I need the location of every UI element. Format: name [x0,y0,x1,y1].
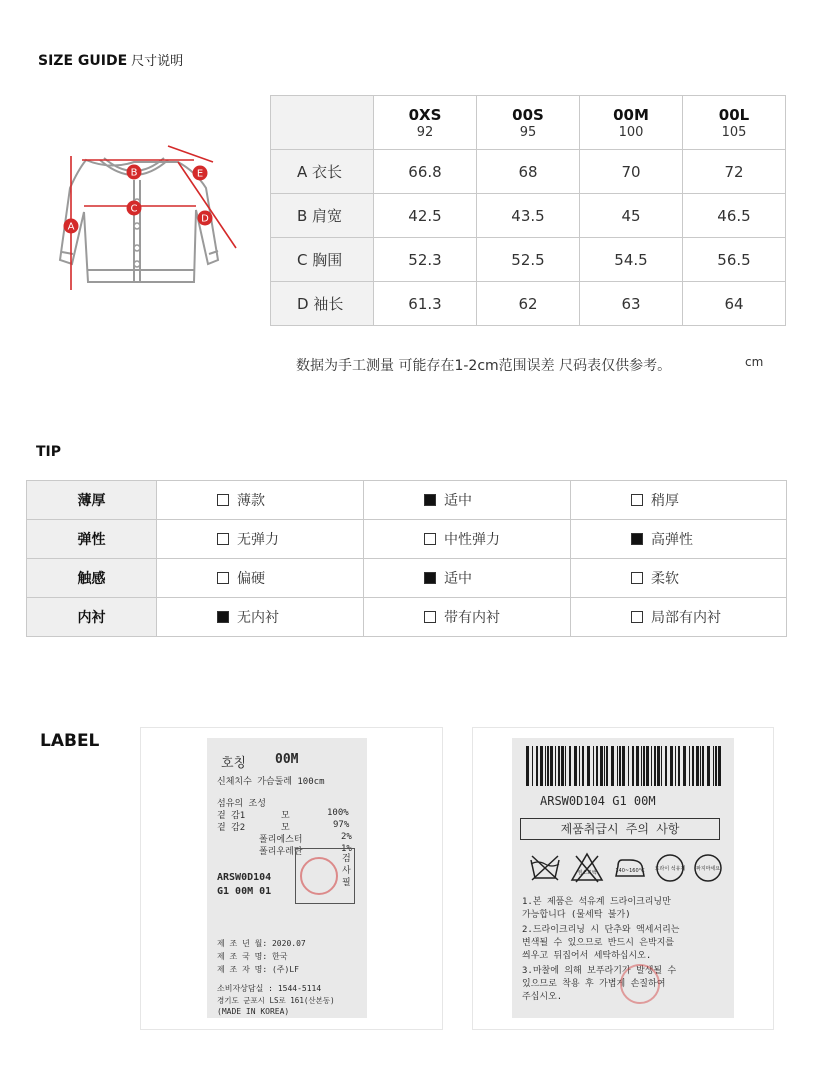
barcode-bar [550,746,553,786]
size-table-corner [271,96,374,150]
checkbox-icon [631,533,643,545]
fiber-part: 겉 감2 [217,823,246,833]
care-icon-text: 염소표백 [577,870,597,876]
barcode-bar [636,746,639,786]
size-col-00m [580,96,683,150]
care-title: 제품취급시 주의 사항 [520,818,720,840]
inspection-stamp-box [295,848,355,904]
label-fiber-title: 섬유의 조성 [217,799,266,809]
instruction-line: 가능합니다 (물세탁 불가) [522,910,631,920]
barcode-bar [593,746,594,786]
barcode-bar [547,746,549,786]
size-name: 00S [512,105,544,124]
barcode-bar [604,746,605,786]
barcode-bar [619,746,621,786]
checkbox-icon [631,611,643,623]
tip-row-label: 触感 [27,559,157,598]
tip-row-touch [27,559,787,598]
barcode-bar [600,746,603,786]
instruction-line: 변색될 수 있으므로 반드시 은박지를 [522,938,675,948]
barcode-bar [526,746,529,786]
barcode-bar [540,746,543,786]
fiber-pct: 1% [341,844,352,854]
checkbox-icon [424,611,436,623]
barcode-bar [561,746,564,786]
checkbox-icon [424,494,436,506]
label-size-key: 호칭 [221,756,247,771]
size-col-0xs [374,96,477,150]
barcode-bar [665,746,667,786]
tip-row-lining [27,598,787,637]
size-cell: 62 [477,282,580,326]
barcode-bar [654,746,656,786]
barcode-bar [622,746,625,786]
made-in-line: (MADE IN KOREA) [217,1007,290,1016]
mfg-date: 제 조 년 월: 2020.07 [217,939,306,948]
checkbox-icon [217,572,229,584]
fiber-pct: 97% [333,820,350,830]
size-cell: 42.5 [374,194,477,238]
stamp-text: 검사필 [342,854,351,888]
tip-option-label: 局部有内衬 [651,610,721,626]
red-stamp-icon [620,964,660,1004]
care-icon-text: 짜지마세요 [695,866,721,872]
checkbox-icon [217,533,229,545]
instruction-line: 1.본 제품은 석유계 드라이크리닝만 [522,897,671,907]
tip-option [157,559,364,598]
fiber-material: 폴리우레탄 [259,847,303,857]
marker-label: D [201,213,209,225]
barcode-bar [713,746,714,786]
barcode-bar [569,746,571,786]
fiber-pct: 2% [341,832,352,842]
barcode-bar [632,746,634,786]
red-stamp-icon [300,857,338,895]
barcode-bar [574,746,577,786]
barcode-bar [661,746,662,786]
size-cell: 54.5 [580,238,683,282]
tip-option [364,481,571,520]
size-row-label: A 衣长 [271,150,374,194]
tip-option [364,520,571,559]
label-size-value: 00M [275,752,299,767]
garment-measurement-diagram [38,140,248,300]
tip-option-label: 高弹性 [651,532,693,548]
label-code: ARSW0D104 G1 00M [540,794,656,808]
care-icon-text: 드라이 석유계 [654,866,686,872]
barcode-bar [536,746,538,786]
iron-icon [612,854,648,882]
tip-title: TIP [36,444,62,460]
barcode-bar [718,746,721,786]
size-col-00l [683,96,786,150]
barcode-bar [643,746,645,786]
tip-row-label: 弹性 [27,520,157,559]
tip-row-label: 内衬 [27,598,157,637]
fiber-part: 겉 감1 [217,811,246,821]
size-number: 105 [721,124,747,140]
tip-option [364,559,571,598]
address-line: 경기도 군포시 LS로 161(산본동) [217,996,335,1005]
care-icons-row [528,850,720,886]
checkbox-icon [217,494,229,506]
size-guide-heading: SIZE GUIDE [38,53,128,69]
cs-line: 소비자상담실 : 1544-5114 [217,984,322,993]
size-name: 0XS [408,105,442,124]
size-cell: 61.3 [374,282,477,326]
care-icon-text: 140~160°C [615,868,645,874]
tip-table [26,480,787,637]
instruction-line: 주십시오. [522,992,563,1002]
barcode-icon [526,746,722,786]
size-cell: 68 [477,150,580,194]
barcode-bar [646,746,649,786]
label-body-line: 신체치수 가슴둘레 100cm [217,777,325,787]
barcode-bar [579,746,580,786]
no-wring-icon [692,852,724,884]
barcode-bar [707,746,710,786]
tip-option [571,598,787,637]
size-cell: 63 [580,282,683,326]
size-number: 100 [618,124,644,140]
tip-option [157,598,364,637]
barcode-bar [641,746,642,786]
care-label-photo-left [140,727,443,1030]
care-label-photo-right [472,727,774,1030]
barcode-bar [606,746,608,786]
tip-option [157,520,364,559]
size-number: 92 [416,124,434,140]
size-table-header [271,96,786,150]
tip-option-label: 中性弹力 [444,532,500,548]
tip-option-label: 适中 [444,493,472,509]
barcode-bar [587,746,590,786]
label-code-line1: ARSW0D104 [217,872,272,883]
barcode-bar [596,746,598,786]
instruction-line: 3.마찰에 의해 보푸라기가 발생될 수 [522,966,677,976]
barcode-bar [700,746,701,786]
barcode-bar [611,746,614,786]
fiber-pct: 100% [327,808,349,818]
size-cell: 43.5 [477,194,580,238]
size-row-c [271,238,786,282]
label-paper [207,738,367,1018]
no-wash-icon [528,854,562,882]
barcode-bar [628,746,629,786]
barcode-bar [651,746,652,786]
fiber-material: 폴리에스터 [259,835,303,845]
size-cell: 46.5 [683,194,786,238]
barcode-bar [715,746,717,786]
mfg-company: 제 조 자 명: (주)LF [217,965,299,974]
barcode-bar [683,746,686,786]
size-cell: 56.5 [683,238,786,282]
size-row-label: B 肩宽 [271,194,374,238]
dry-clean-icon [654,852,686,884]
size-row-label: C 胸围 [271,238,374,282]
label-title: LABEL [40,731,100,751]
tip-option-label: 无弹力 [237,532,279,548]
instruction-line: 씌우고 뒤집어서 세탁하십시오. [522,951,652,961]
size-guide-title [38,50,183,69]
marker-label: E [196,168,204,180]
tip-row-label: 薄厚 [27,481,157,520]
barcode-bar [545,746,546,786]
barcode-bar [617,746,618,786]
tip-option [157,481,364,520]
label-code-line2: G1 00M 01 [217,886,272,897]
tip-row-thickness [27,481,787,520]
tip-option [571,481,787,520]
tip-option [364,598,571,637]
tip-option-label: 适中 [444,571,472,587]
size-row-d [271,282,786,326]
measurement-note: 数据为手工测量 可能存在1-2cm范围误差 尺码表仅供参考。 [296,358,672,374]
checkbox-icon [631,572,643,584]
barcode-bar [689,746,690,786]
size-cell: 52.3 [374,238,477,282]
size-number: 95 [519,124,537,140]
tip-row-elasticity [27,520,787,559]
label-paper [512,738,734,1018]
barcode-bar [558,746,560,786]
size-cell: 64 [683,282,786,326]
tip-option-label: 偏硬 [237,571,265,587]
size-row-label: D 袖长 [271,282,374,326]
checkbox-icon [217,611,229,623]
barcode-bar [702,746,704,786]
tip-option-label: 柔软 [651,571,679,587]
barcode-bar [582,746,584,786]
barcode-bar [657,746,660,786]
checkbox-icon [631,494,643,506]
tip-option-label: 带有内衬 [444,610,500,626]
size-row-b [271,194,786,238]
size-name: 00L [718,105,750,124]
size-col-00s [477,96,580,150]
marker-label: B [130,167,138,179]
instruction-line: 있으므로 착용 후 가볍게 손질하여 [522,979,666,989]
barcode-bar [670,746,673,786]
tip-option [571,520,787,559]
marker-label: C [130,203,138,215]
barcode-bar [565,746,566,786]
barcode-bar [696,746,699,786]
barcode-bar [555,746,556,786]
tip-option-label: 无内衬 [237,610,279,626]
barcode-bar [532,746,533,786]
size-cell: 45 [580,194,683,238]
size-cell: 66.8 [374,150,477,194]
no-bleach-icon [570,852,604,884]
barcode-bar [678,746,680,786]
barcode-bar [692,746,694,786]
mfg-country: 제 조 국 명: 한국 [217,952,288,961]
size-row-a [271,150,786,194]
marker-label: A [67,221,75,233]
size-table [270,95,786,326]
tip-option-label: 薄款 [237,493,265,509]
size-cell: 52.5 [477,238,580,282]
size-cell: 70 [580,150,683,194]
tip-option-label: 稍厚 [651,493,679,509]
checkbox-icon [424,572,436,584]
tip-option [571,559,787,598]
size-guide-subtitle: 尺寸说明 [131,54,184,69]
instruction-line: 2.드라이크리닝 시 단추와 액세서리는 [522,925,680,935]
barcode-bar [675,746,676,786]
fiber-material: 모 [281,823,290,833]
size-cell: 72 [683,150,786,194]
checkbox-icon [424,533,436,545]
size-name: 00M [613,105,649,124]
unit-label: cm [745,355,764,369]
fiber-material: 모 [281,811,290,821]
